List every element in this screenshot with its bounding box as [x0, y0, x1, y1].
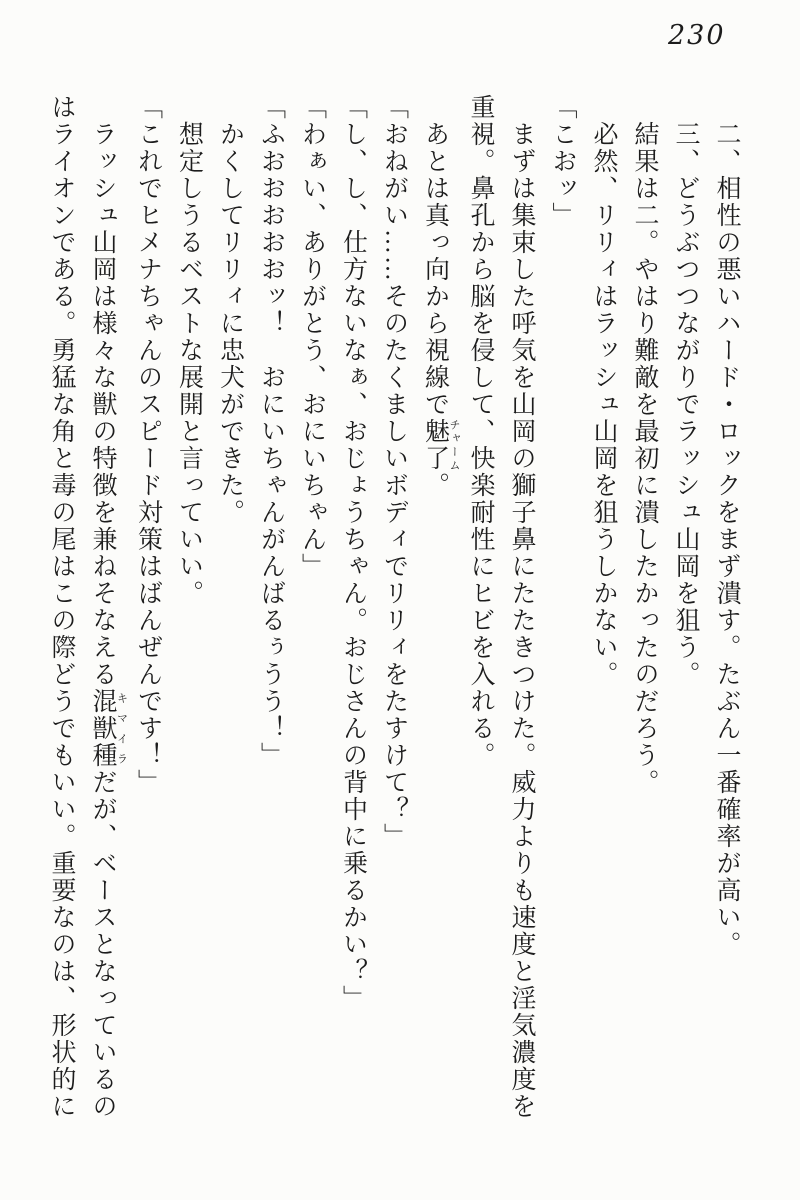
furigana-word: 魅了 チャーム — [421, 418, 460, 472]
paragraph-dialogue: 「こおッ」 — [549, 94, 576, 229]
paragraph-dialogue: 「おねがい……そのたくましいボディでリリィをたすけて？」 — [380, 94, 408, 850]
page-number: 230 — [668, 20, 726, 51]
paragraph-narrative: あとは真っ向から視線で魅了 チャーム。 — [421, 121, 460, 499]
paragraph-narrative: 三、どうぶつつながりでラッシュ山岡を狙う。 — [672, 121, 699, 688]
paragraph-dialogue: 「し、し、仕方ないなぁ、おじょうちゃん。おじさんの背中に乗るかい？」 — [339, 94, 367, 1012]
text-area — [41, 94, 747, 1122]
paragraph-dialogue: 「ふおおおおおッ！ おにいちゃんがんばるぅうう！」 — [257, 94, 285, 769]
furigana-reading: キマイラ — [115, 688, 128, 769]
paragraph-dialogue: 「わぁい、ありがとう、おにいちゃん」 — [298, 94, 326, 580]
paragraph-narrative: まずは集束した呼気を山岡の獅子鼻にたたきつけた。威力よりも速度と淫気濃度を重視。鼻孔から脳を侵して、快楽耐性にヒビを入れる。 — [467, 94, 535, 1120]
furigana-word: 混獣種 キマイラ — [89, 688, 128, 769]
furigana-reading: チャーム — [448, 418, 460, 472]
paragraph-narrative: ラッシュ山岡は様々な獣の特徴を兼ねそなえる混獣種 キマイラだが、ベースとなっているのはライオンである。勇猛な角と毒の尾はこの際どうでもいい。重要なのは、形状的に — [48, 94, 128, 1120]
paragraph-narrative: 想定しうるベストな展開と言っていい。 — [175, 121, 203, 607]
paragraph-narrative: かくしてリリィに忠犬ができた。 — [216, 121, 244, 526]
paragraph-dialogue: 「これでヒメナちゃんのスピード対策はばんぜんです！」 — [134, 94, 162, 796]
paragraph-narrative: 必然、リリィはラッシュ山岡を狙うしかない。 — [590, 121, 617, 688]
paragraph-narrative: 結果は二。やはり難敵を最初に潰したかったのだろう。 — [631, 121, 658, 796]
paragraph-narrative: 二、相性の悪いハード・ロックをまず潰す。たぶん一番確率が高い。 — [713, 121, 740, 958]
